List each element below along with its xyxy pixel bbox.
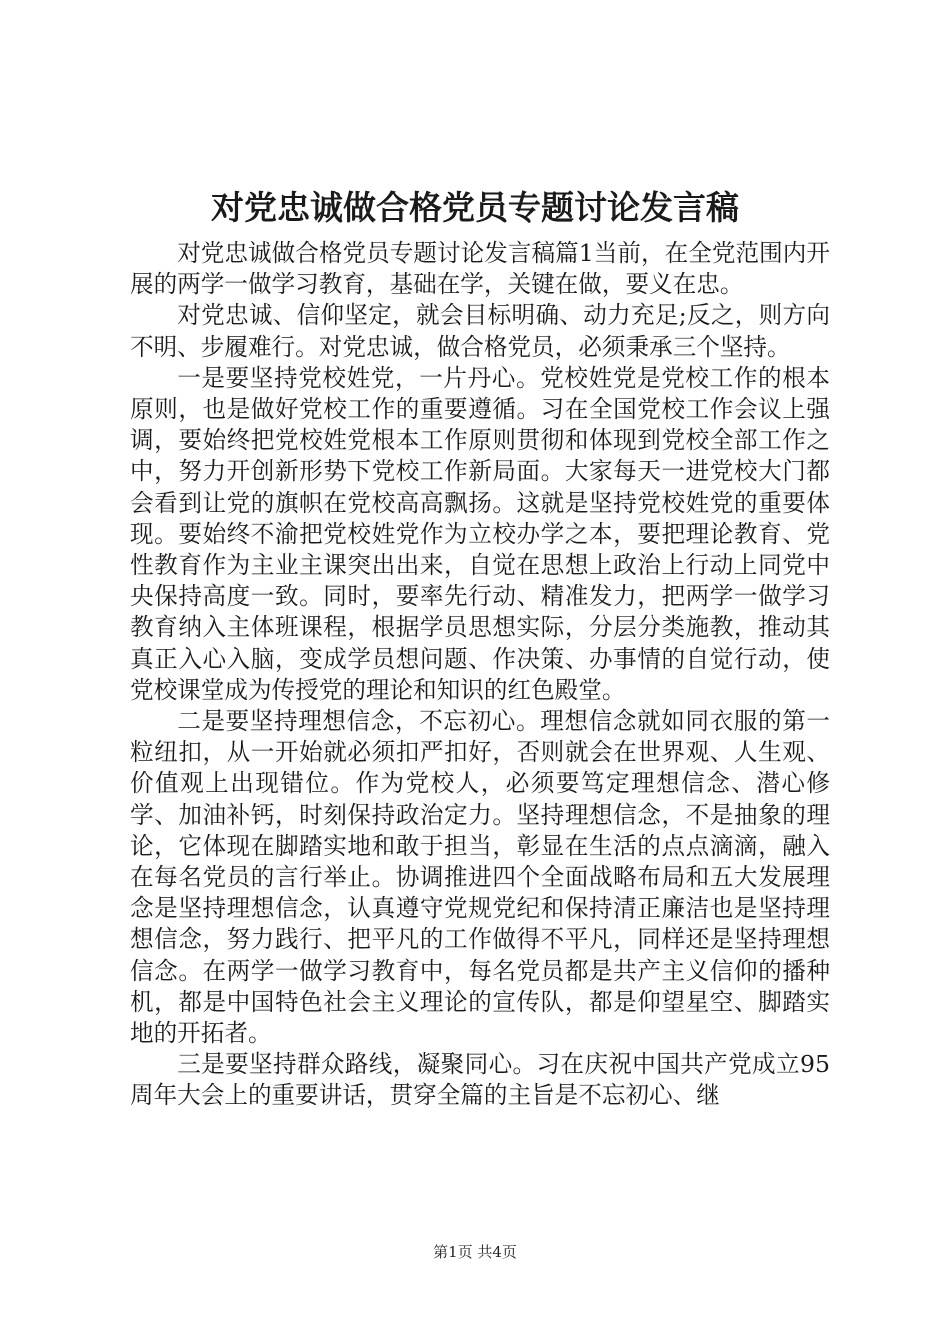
page-footer: 第1页 共4页 — [433, 1243, 517, 1261]
paragraph-5: 三是要坚持群众路线，凝聚同心。习在庆祝中国共产党成立95周年大会上的重要讲话，贯穿全篇的主旨是不忘初心、继 — [130, 1050, 830, 1110]
paragraph-2: 对党忠诚、信仰坚定，就会目标明确、动力充足;反之，则方向不明、步履难行。对党忠诚，做合格党员，必须秉承三个坚持。 — [130, 301, 830, 361]
document-body — [130, 238, 830, 1112]
paragraph-4: 二是要坚持理想信念，不忘初心。理想信念就如同衣服的第一粒纽扣，从一开始就必须扣严扣好，否则就会在世界观、人生观、价值观上出现错位。作为党校人，必须要笃定理想信念、潜心修学、加油补钙，时刻保持政治定力。坚持理想信念，不是抽象的理论，它体现在脚踏实地和敢于担当，彰显在生活的点点滴滴，融入在每名党员的言行举止。协调推进四个全面战略布局和五大发展理念是坚持理想信念，认真遵守党规党纪和保持清正廉洁也是坚持理想信念，努力践行、把平凡的工作做得不平凡，同样还是坚持理想信念。在两学一做学习教育中，每名党员都是共产主义信仰的播种机，都是中国特色社会主义理论的宣传队，都是仰望星空、脚踏实地的开拓者。 — [130, 707, 830, 1048]
paragraph-3: 一是要坚持党校姓党，一片丹心。党校姓党是党校工作的根本原则，也是做好党校工作的重要遵循。习在全国党校工作会议上强调，要始终把党校姓党根本工作原则贯彻和体现到党校全部工作之中，努力开创新形势下党校工作新局面。大家每天一进党校大门都会看到让党的旗帜在党校高高飘扬。这就是坚持党校姓党的重要体现。要始终不渝把党校姓党作为立校办学之本，要把理论教育、党性教育作为主业主课突出出来，自觉在思想上政治上行动上同党中央保持高度一致。同时，要率先行动、精准发力，把两学一做学习教育纳入主体班课程，根据学员思想实际，分层分类施教，推动其真正入心入脑，变成学员想问题、作决策、办事情的自觉行动，使党校课堂成为传授党的理论和知识的红色殿堂。 — [130, 363, 830, 704]
paragraph-1: 对党忠诚做合格党员专题讨论发言稿篇1当前，在全党范围内开展的两学一做学习教育，基础在学，关键在做，要义在忠。 — [130, 239, 830, 299]
document-title: 对党忠诚做合格党员专题讨论发言稿 — [211, 188, 739, 227]
